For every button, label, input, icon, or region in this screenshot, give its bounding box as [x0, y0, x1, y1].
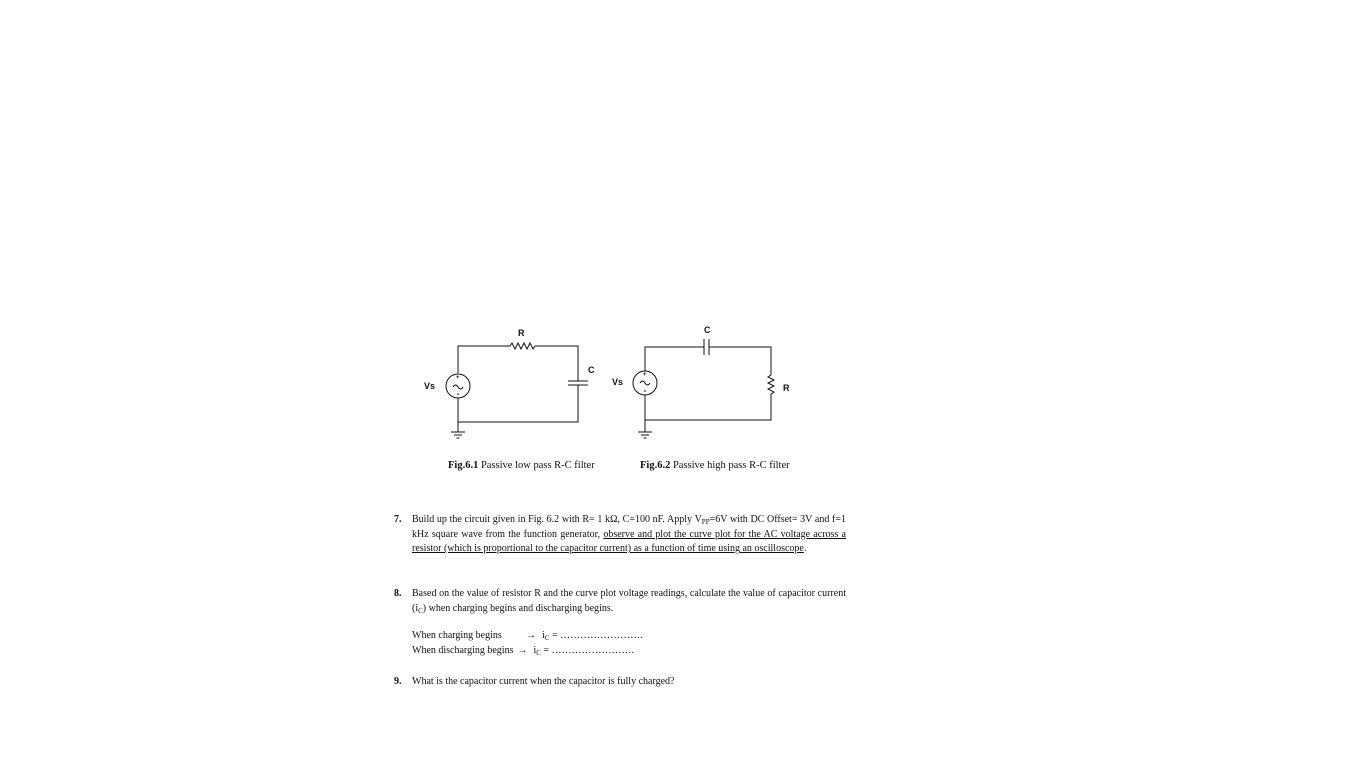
answer-line-discharging	[412, 645, 634, 656]
arrow-icon: →	[517, 645, 528, 656]
fig2-plus-sign: +	[643, 372, 647, 378]
question-7-number: 7.	[394, 514, 402, 525]
q8-text-part1: Based on the value of resistor R and the curve plot voltage readings, calculate the value of capacitor current (i	[412, 588, 846, 614]
arrow-icon: →	[526, 630, 536, 641]
q7-text-part1: Build up the circuit given in Fig. 6.2 with R= 1 kΩ, C=100 nF. Apply V	[412, 514, 702, 525]
fig1-source-label: Vs	[424, 381, 436, 391]
fig2-caption	[640, 460, 790, 471]
fig2-top-wire-right	[709, 347, 771, 375]
question-8-text	[412, 587, 846, 616]
fig2-number: Fig.6.2	[640, 460, 671, 471]
question-8-number: 8.	[394, 588, 402, 599]
question-9-number: 9.	[394, 676, 402, 687]
fig1-caption	[448, 460, 595, 471]
fig1-resistor-label: R	[518, 328, 525, 338]
q8-text-part2: ) when charging begins and discharging begins.	[422, 602, 614, 614]
fig1-circuit	[424, 328, 595, 438]
q8-subscript-c: C	[418, 606, 423, 615]
fig2-resistor-symbol	[768, 375, 774, 394]
circuit-diagrams	[410, 320, 830, 450]
fig1-capacitor-label: C	[588, 365, 595, 375]
charging-label: When charging begins	[412, 630, 502, 641]
current-symbol: i	[542, 630, 545, 641]
fig2-right-wire	[645, 394, 771, 420]
answer-line-charging	[412, 630, 643, 641]
fig1-resistor-symbol	[510, 343, 535, 349]
current-subscript: C	[544, 634, 550, 642]
fig1-right-wire	[458, 385, 578, 422]
q7-text-part2: =6V with DC Offset= 3V and f=1 kHz square wave from the function generator,	[412, 514, 846, 540]
fig1-number: Fig.6.1	[448, 460, 479, 471]
fig1-plus-sign: +	[456, 375, 460, 381]
fig1-top-wire	[458, 346, 510, 373]
question-8	[394, 587, 846, 616]
question-7-text	[412, 513, 846, 557]
fig2-source-label: Vs	[612, 377, 624, 387]
fig2-resistor-label: R	[783, 383, 790, 393]
fig1-sine-icon	[453, 385, 463, 389]
q7-underlined-instruction: observe and plot the curve plot for the AC voltage across a resistor (which is proportional to the capacitor current) as a function of time using an oscilloscope	[412, 528, 846, 555]
charging-answer-blank[interactable]: = …………………….	[549, 630, 643, 641]
fig2-title: Passive high pass R-C filter	[672, 460, 790, 471]
question-9	[394, 675, 846, 690]
question-7	[394, 513, 846, 557]
fig2-circuit	[612, 325, 790, 438]
current-symbol: i	[533, 645, 537, 656]
q7-text-end: .	[803, 543, 807, 555]
discharging-answer-blank[interactable]: = …………………….	[540, 645, 635, 656]
fig2-sine-icon	[640, 381, 650, 385]
current-subscript: C	[536, 649, 541, 657]
discharging-label: When discharging begins	[412, 645, 514, 656]
q7-subscript-pp: PP	[701, 518, 710, 526]
fig1-top-wire-right	[535, 346, 578, 381]
question-9-text: What is the capacitor current when the capacitor is fully charged?	[412, 676, 675, 687]
fig2-top-wire-left	[645, 347, 704, 371]
fig1-title: Passive low pass R-C filter	[480, 460, 595, 471]
fig2-capacitor-label: C	[704, 325, 711, 335]
